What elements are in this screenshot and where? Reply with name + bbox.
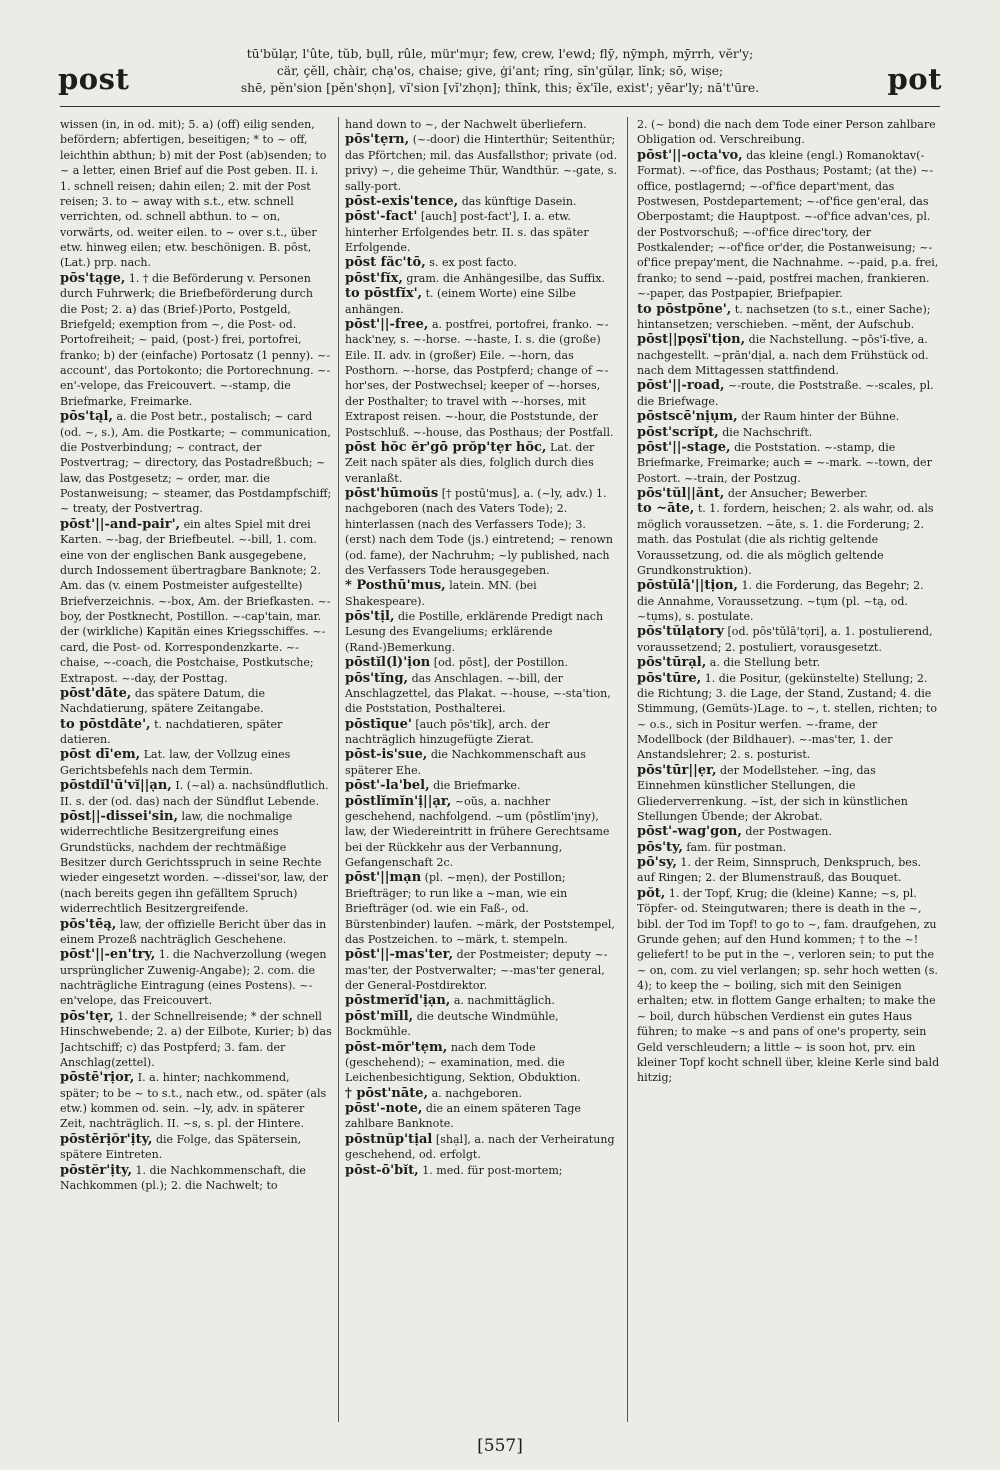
dictionary-entry: [60, 809, 332, 917]
entry-headword: pōstĕr'ịty,: [60, 1162, 132, 1178]
entry-headword: pōs'tąge,: [60, 270, 126, 286]
dictionary-entry: [345, 1040, 617, 1086]
entry-definition: s. ex post facto.: [429, 256, 517, 270]
entry-definition: I. a. hinter; nachkommend, später; to be ~ to s.t., nach etw., od. später (als etw.) kommen od. sein. ~ly, adv. in späterer Zeit, nachträglich. II. ~s, s. pl. der Hintere.: [60, 1071, 327, 1131]
dictionary-entry: [345, 1132, 617, 1163]
entry-definition: ~-route, die Poststraße. ~-scales, pl. die Briefwage.: [637, 379, 934, 408]
entry-definition: Lat. law, der Vollzug eines Gerichtsbefehls nach dem Termin.: [60, 748, 291, 777]
column-3: [637, 117, 940, 1422]
entry-headword: to pōstpōne',: [637, 301, 732, 317]
dictionary-entry: [60, 409, 332, 517]
entry-headword: pōst'mĭll,: [345, 1008, 414, 1024]
entry-definition: [od. pōst], der Postillon.: [433, 656, 569, 670]
dictionary-entry: [345, 317, 617, 440]
entry-definition: t. nachsetzen (to s.t., einer Sache); hintansetzen; verschieben. ~mĕnt, der Aufschub.: [637, 302, 931, 331]
dictionary-entry: [637, 117, 940, 148]
dictionary-entry: [345, 1101, 617, 1132]
dictionary-entry: [60, 1009, 332, 1071]
entry-definition: das künftige Dasein.: [461, 194, 577, 208]
entry-headword: to ~āte,: [637, 501, 695, 517]
dictionary-entry: [345, 794, 617, 871]
dictionary-entry: [345, 1009, 617, 1040]
entry-definition: die Poststation. ~-stamp, die Briefmarke, Freimarke; auch = ~-mark. ~-town, der Postort. ~-train, der Postzug.: [637, 440, 932, 485]
entry-headword: † pōst'nāte,: [345, 1085, 429, 1101]
entry-headword: pōs'tūrạl,: [637, 655, 707, 671]
entry-headword: pōst'-note,: [345, 1101, 423, 1116]
entry-definition: a. postfrei, portofrei, franko. ~-hack'ney, s. ~-horse. ~-haste, I. s. die (große) Eile. II. adv. in (großer) Eile. ~-horn, das Posthorn. ~-horse, das Postpferd; change of ~-hor'ses, der Postwechsel; keeper of ~-horses, der Posthalter; to travel with ~-horses, mit Extrapost reisen. ~-hour, die Poststunde, der Postschluß. ~-house, das Posthaus; der Postfall.: [345, 317, 614, 439]
entry-headword: pōstdĭl'ū'vĭ||ạn,: [60, 778, 172, 794]
entry-definition: ein altes Spiel mit drei Karten. ~-bag, der Briefbeutel. ~-bill, 1. com. eine von der englischen Bank ausgegebene, durch Indossement übertragbare Banknote; 2. Am. das (v. einem Postmeister aufgestellte) Briefverzeichnis. ~-box, Am. der Briefkasten. ~-boy, der Postknecht, Postillon. ~-cap'tain, mar. der (wirkliche) Kapitän eines Kriegsschiffes. ~-card, die Post- od. Korrespondenzkarte. ~-chaise, ~-coach, die Postchaise, Postkutsche; Extrapost. ~-day, der Posttag.: [60, 517, 331, 685]
entry-headword: * Posthū'mus,: [345, 578, 446, 594]
entry-headword: pōst'||-octa'vo,: [637, 147, 743, 163]
entry-definition: 1. die Nachkommenschaft, die Nachkommen (pl.); 2. die Nachwelt; to: [60, 1163, 306, 1192]
dictionary-entry: [345, 778, 617, 793]
column-1: [60, 117, 332, 1422]
entry-headword: pōst făc'tō,: [345, 255, 426, 271]
entry-headword: pōs'tŭl||ănt,: [637, 486, 725, 501]
dictionary-entry: [637, 886, 940, 1086]
entry-definition: I. (~al) a. nachsündflutlich. II. s. der (od. das) nach der Sündflut Lebende.: [60, 779, 329, 808]
entry-headword: pōs'tẹr,: [60, 1008, 114, 1024]
dictionary-entry: [637, 378, 940, 409]
entry-definition: 1. der Schnellreisende; * der schnell Hinschwebende; 2. a) der Eilbote, Kurier; b) das Jachtschiff; c) das Postpferd; 3. fam. der Anschlag(zettel).: [60, 1009, 332, 1069]
entry-headword: pōst'-wag'gon,: [637, 824, 742, 840]
entry-definition: [auch pōs'tĭk], arch. der nachträglich hinzugefügte Zierat.: [345, 717, 550, 746]
entry-definition: t. nachdatieren, später datieren.: [60, 717, 283, 746]
entry-headword: pōst||-dissei'sin,: [60, 808, 179, 824]
page-number: [557]: [477, 1436, 523, 1456]
entry-definition: [od. pōs'tŭlā'tọri], a. 1. postulierend, voraussetzend; 2. postuliert, vorausgesetzt.: [637, 625, 933, 654]
entry-headword: pōst'||-en'try,: [60, 947, 156, 963]
entry-headword: pōst hŏc ĕr'gō prŏp'tẹr hŏc,: [345, 439, 547, 455]
pronunciation-key-line: shē, pĕn'sion [pĕn'shọn], vĭ'sion [vĭ'zhọn]; thĭnk, this; ĕx'ĭle, exist'; yēar'ly; nā't'ūre.: [240, 81, 760, 95]
dictionary-entry: [345, 194, 617, 209]
entry-headword: pōst-exis'tence,: [345, 193, 459, 209]
entry-headword: pōst-is'sue,: [345, 747, 428, 763]
dictionary-entry: [60, 717, 332, 748]
dictionary-entry: [345, 717, 617, 748]
entry-definition: law, die nochmalige widerrechtliche Besitzergreifung eines Grundstücks, nachdem der rechtmäßige Besitzer durch Gerichtsspruch in seine Rechte wieder eingesetzt worden. ~-dissei'sor, law, der (nach bereits gegen ihn gefälltem Spruch) widerrechtlich Besitzergreifende.: [60, 809, 328, 916]
entry-headword: pōst'fĭx,: [345, 270, 403, 286]
entry-headword: pōst dī'em,: [60, 747, 141, 763]
entry-definition: 1. der Reim, Sinnspruch, Denkspruch, bes. auf Ringen; 2. der Blumenstrauß, das Bouquet.: [637, 856, 922, 885]
entry-headword: pōs'tēą,: [60, 916, 117, 932]
entry-definition: 1. die Positur, (gekünstelte) Stellung; 2. die Richtung; 3. die Lage, der Stand, Zustand; 4. die Stimmung, (Gemüts-)Lage. to ~, t. stellen, richten; to ~ o.s., sich in Positur werfen. ~-frame, der Modellbock (der Bildhauer). ~-mas'ter, 1. der Anstandslehrer; 2. s. posturist.: [637, 671, 938, 762]
entry-headword: pŏt,: [637, 885, 666, 901]
entry-headword: pōst'||-free,: [345, 316, 429, 332]
entry-definition: 1. der Topf, Krug; die (kleine) Kanne; ~s, pl. Töpfer- od. Steingutwaren; there is death in the ~, bibl. der Tod im Topf! to go to ~, fam. draufgehen, zu Grunde gehen; auf den Hund kommen; † to the ~! geliefert! to be put in the ~, verloren sein; to put the ~ on, com. zu viel verlangen; sp. sehr hoch wetten (s. 4); to keep the ~ boiling, sich mit den Seinigen erhalten; etw. in flottem Gange erhalten; to make the ~ boil, durch hübschen Verdienst ein gutes Haus führen; to make ~s and pans of one's property, sein Geld verschleudern; a little ~ is soon hot, prv. ein kleiner Topf kocht schnell über, kleine Kerle sind bald hitzig;: [637, 886, 940, 1085]
entry-headword: pōstīque': [345, 716, 412, 732]
pronunciation-key-line: cär, çĕll, chàir, chạ'os, chaise; give, ġi'ant; rĭng, sĭn'gŭlạr, lĭnk; sō, wiṣe;: [276, 64, 724, 78]
dictionary-entry: [345, 747, 617, 778]
dictionary-entry: [345, 117, 617, 132]
entry-definition: 2. (~ bond) die nach dem Tode einer Person zahlbare Obligation od. Verschreibung.: [637, 118, 936, 147]
dictionary-entry: [345, 671, 617, 717]
entry-definition: t. 1. fordern, heischen; 2. als wahr, od. als möglich voraussetzen. ~āte, s. 1. die Forderung; 2. math. das Postulat (die als richtig geltende Voraussetzung, od. die als möglich geltende Grundkonstruktion).: [637, 502, 934, 577]
entry-headword: pōstscē'nịụm,: [637, 409, 738, 425]
entry-definition: die Postille, erklärende Predigt nach Lesung des Evangeliums; erklärende (Rand-)Bemerkung.: [345, 610, 604, 654]
entry-definition: [† postū'mus], a. (~ly, adv.) 1. nachgeboren (nach des Vaters Tode); 2. hinterlassen (nach des Verfassers Tode); 3. (erst) nach dem Tode (js.) eintretend; ~ renown (od. fame), der Nachruhm; ~ly published, nach des Verfassers Tode herausgegeben.: [345, 487, 613, 577]
entry-definition: die an einem späteren Tage zahlbare Banknote.: [345, 1102, 581, 1131]
dictionary-entry: [345, 993, 617, 1008]
entry-definition: ~oŭs, a. nachher geschehend, nachfolgend. ~um (pōstlĭm'ịny), law, der Wiedereintritt in frühere Gerechtsame bei der Rückkehr aus der Verbannung, Gefangenschaft 2c.: [345, 794, 610, 869]
entry-definition: der Postmeister; deputy ~-mas'ter, der Postverwalter; ~-mas'ter general, der General-Postdirektor.: [345, 948, 608, 992]
entry-headword: pōs'tŭlạtory: [637, 624, 724, 640]
entry-headword: pōstmerĭd'ịạn,: [345, 993, 451, 1009]
dictionary-entry: [60, 271, 332, 409]
dictionary-entry: [345, 870, 617, 947]
entry-definition: das spätere Datum, die Nachdatierung, spätere Zeitangabe.: [60, 686, 266, 716]
entry-headword: pōs'ty,: [637, 839, 683, 855]
column-divider: [338, 117, 339, 1422]
entry-definition: a. nachgeboren.: [431, 1086, 522, 1100]
dictionary-entry: [345, 286, 617, 317]
entry-definition: der Modellsteher. ~ĭng, das Einnehmen künstlicher Stellungen, die Gliederverrenkung. ~ĭst, der sich in künstlichen Stellungen Übende; der Akrobat.: [637, 763, 908, 823]
dictionary-entry: [637, 840, 940, 855]
entry-definition: hand down to ~, der Nachwelt überliefern.: [345, 118, 587, 131]
dictionary-entry: [345, 209, 617, 255]
dictionary-entry: [60, 517, 332, 686]
entry-definition: law, der offizielle Bericht über das in einem Prozeß nachträglich Geschehene.: [60, 917, 327, 946]
entry-headword: pōst'||-stage,: [637, 439, 731, 455]
entry-headword: pōst'-la'bel,: [345, 778, 430, 794]
dictionary-entry: [637, 624, 940, 655]
dictionary-entry: [637, 855, 940, 886]
entry-headword: pōstnŭp'tịal: [345, 1131, 433, 1147]
dictionary-entry: [60, 747, 332, 778]
dictionary-entry: [637, 578, 940, 624]
dictionary-entry: [345, 440, 617, 486]
entry-headword: pōst-ō'bĭt,: [345, 1162, 419, 1178]
dictionary-entry: [60, 1163, 332, 1194]
entry-definition: (pl. ~mẹn), der Postillon; Briefträger; to run like a ~man, wie ein Briefträger (od. wie ein Faß-, od. Bürstenbinder) laufen. ~märk, der Poststempel, das Postzeichen. to ~märk, t. stempeln.: [345, 871, 615, 946]
entry-headword: pōst||pọsĭ'tịon,: [637, 332, 746, 348]
entry-definition: 1. † die Beförderung v. Personen durch Fuhrwerk; die Briefbeförderung durch die Post; 2. a) das (Brief-)Porto, Postgeld, Briefgeld; exemption from ~, die Post- od. Portofreiheit; ~ paid, (post-) frei, portofrei, franko; b) der (einfache) Portosatz (1 penny). ~-account', das Portokonto; die Portorechnung. ~-en'-velope, das Freicouvert. ~-stamp, die Briefmarke, Freimarke.: [60, 271, 331, 408]
entry-definition: wissen (in, in od. mit); 5. a) (off) eilig senden, befördern; abfertigen, beseitigen; * to ~ off, leichthin abthun; b) mit der Post (ab)senden; to ~ a letter, einen Brief auf die Post geben. II. i. 1. schnell reisen; dahin eilen; 2. mit der Post reisen; 3. to ~ away with s.t., etw. schnell verrichten, od. schnell abthun. to ~ on, vorwärts, od. weiter eilen. to ~ over s.t., über etw. hinweg eilen; etw. beschönigen. B. pōst, (Lat.) prp. nach.: [60, 118, 327, 270]
dictionary-entry: [345, 655, 617, 670]
entry-headword: pōst-mŏr'tẹm,: [345, 1039, 448, 1055]
dictionary-entry: [637, 655, 940, 670]
entry-headword: pōst'||-and-pair',: [60, 516, 181, 532]
entry-headword: pō'sy,: [637, 855, 677, 870]
dictionary-entry: [345, 1163, 617, 1178]
dictionary-entry: [637, 501, 940, 578]
entry-definition: der Raum hinter der Bühne.: [741, 410, 900, 424]
dictionary-entry: [345, 947, 617, 993]
entry-headword: pōs'tūr||ẹr,: [637, 762, 717, 778]
dictionary-entry: [345, 578, 617, 609]
dictionary-entry: [637, 671, 940, 763]
entry-headword: pōstērịŏr'ịty,: [60, 1131, 153, 1147]
entry-definition: latein. MN. (bei Shakespeare).: [345, 579, 537, 608]
left-guide-word: post: [58, 62, 130, 96]
dictionary-entry: [637, 302, 940, 333]
entry-headword: pōstlĭmĭn'ị||ạr,: [345, 793, 452, 809]
entry-definition: nach dem Tode (geschehend); ~ examination, med. die Leichenbesichtigung, Sektion, Obduktion.: [345, 1040, 581, 1085]
pronunciation-key-line: tū'bŭlạr, l'ûte, tŭb, bụll, rûle, mür'mụr; few, crew, l'ewd; flȳ, nȳmph, mȳrrh, vĕr'y;: [246, 47, 754, 61]
dictionary-entry: [637, 409, 940, 424]
entry-headword: pōs'tūre,: [637, 670, 702, 686]
entry-headword: pōst'scrĭpt,: [637, 424, 719, 440]
entry-definition: die Nachstellung. ~pŏs'ĭ-tīve, a. nachgestellt. ~prăn'dịal, a. nach dem Frühstück od. nach dem Mittagessen stattfindend.: [637, 333, 929, 377]
dictionary-entry: [637, 763, 940, 825]
entry-headword: pōst'||-mas'ter,: [345, 947, 454, 963]
entry-definition: 1. die Nachverzollung (wegen ursprünglicher Zuwenig-Angabe); 2. com. die nachträgliche Eintragung (eines Postens). ~-en'velope, das Freicouvert.: [60, 948, 327, 1008]
entry-headword: pōs'tịl,: [345, 609, 395, 624]
pronunciation-key: [200, 46, 800, 97]
entry-definition: a. nachmittäglich.: [453, 994, 555, 1008]
entry-headword: pōs'tĭng,: [345, 670, 409, 686]
entry-definition: (~-door) die Hinterthür; Seitenthür; das Pförtchen; mil. das Ausfallsthor; private (od. privy) ~, die geheime Thür, Wandthür. ~-gate, s. sally-port.: [345, 133, 617, 193]
dictionary-entry: [345, 1086, 617, 1101]
entry-headword: pōst'||-road,: [637, 378, 725, 394]
right-guide-word: pot: [887, 62, 942, 96]
header-rule: [60, 106, 940, 107]
dictionary-entry: [60, 778, 332, 809]
entry-headword: pōstŭlā'||tịon,: [637, 578, 738, 594]
dictionary-entry: [637, 332, 940, 378]
dictionary-entry: [60, 917, 332, 948]
entry-headword: pōst'-fact': [345, 209, 418, 225]
entry-headword: to pōstdāte',: [60, 716, 151, 732]
entry-definition: Lat. der Zeit nach später als dies, folglich durch dies veranlaßt.: [345, 440, 595, 485]
entry-definition: t. (einem Worte) eine Silbe anhängen.: [345, 287, 576, 316]
entry-definition: die Nachschrift.: [722, 425, 813, 439]
dictionary-entry: [345, 486, 617, 578]
dictionary-entry: [60, 1132, 332, 1163]
entry-headword: pōst'hūmoŭs: [345, 486, 439, 501]
entry-definition: der Postwagen.: [745, 825, 832, 839]
dictionary-entry: [60, 686, 332, 717]
entry-definition: die Folge, das Spätersein, spätere Eintreten.: [60, 1132, 302, 1162]
dictionary-entry: [637, 440, 940, 486]
dictionary-entry: [60, 1070, 332, 1132]
dictionary-entry: [637, 824, 940, 839]
column-divider: [627, 117, 628, 1422]
dictionary-entry: [637, 486, 940, 501]
dictionary-entry: [637, 425, 940, 440]
entry-definition: [auch] post-fact'], I. a. etw. hinterher Erfolgendes betr. II. s. das später Erfolgende.: [345, 210, 589, 254]
dictionary-entry: [345, 132, 617, 194]
entry-definition: 1. die Forderung, das Begehr; 2. die Annahme, Voraussetzung. ~tụm (pl. ~tạ, od. ~tụms), s. postulate.: [637, 579, 924, 623]
dictionary-entry: [637, 148, 940, 302]
entry-headword: pōst'dāte,: [60, 685, 132, 701]
entry-definition: [shạl], a. nach der Verheiratung geschehend, od. erfolgt.: [345, 1132, 615, 1162]
dictionary-entry: [345, 271, 617, 286]
entry-definition: a. die Post betr., postalisch; ~ card (od. ~, s.), Am. die Postkarte; ~ communication, die Postverbindung; ~ contract, der Postvertrag; ~ directory, das Postadreßbuch; ~ law, das Postgesetz; ~ order, mar. die Postanweisung; ~ steamer, das Postdampfschiff; ~ treaty, der Postvertrag.: [60, 410, 332, 516]
entry-definition: die deutsche Windmühle, Bockmühle.: [345, 1009, 559, 1039]
entry-headword: pōs'tąl,: [60, 409, 113, 425]
dictionary-entry: [60, 947, 332, 1009]
dictionary-entry: [345, 255, 617, 270]
entry-definition: der Ansucher; Bewerber.: [727, 487, 868, 500]
entry-headword: to pōstfĭx',: [345, 286, 423, 302]
entry-definition: die Briefmarke.: [433, 779, 521, 793]
entry-definition: das kleine (engl.) Romanoktav(-Format). ~-of'fice, das Posthaus; Postamt; (at the) ~-office, postlagernd; ~-of'fice depart'ment, das Postwesen, Postdepartement; ~-of'fice gen'eral, das Oberpostamt; die Hauptpost. ~-of'fice advan'ces, pl. der Postvorschuß; ~-of'fice direc'tory, der Postkalender; ~-of'fice or'der, die Postanweisung; ~-of'fice prepay'ment, die Nachnahme. ~-paid, p.a. frei, franko; to send ~-paid, postfrei machen, frankieren. ~-paper, das Postpapier, Briefpapier.: [637, 148, 939, 301]
entry-definition: die Nachkommenschaft aus späterer Ehe.: [345, 748, 586, 777]
column-2: [345, 117, 617, 1422]
entry-headword: pōstĭl(l)'ịon: [345, 655, 431, 671]
entry-definition: 1. med. für post-mortem;: [422, 1163, 563, 1177]
entry-definition: a. die Stellung betr.: [709, 656, 821, 670]
dictionary-entry: [60, 117, 332, 271]
entry-headword: pōst'||mạn: [345, 870, 422, 886]
entry-definition: fam. für postman.: [686, 840, 787, 854]
entry-headword: pōs'tẹrn,: [345, 132, 410, 148]
entry-definition: gram. die Anhängesilbe, das Suffix.: [406, 271, 606, 285]
entry-definition: das Anschlagen. ~-bill, der Anschlagzettel, das Plakat. ~-house, ~-sta'tion, die Poststation, Posthalterei.: [345, 671, 611, 716]
entry-headword: pōstē'rịor,: [60, 1070, 135, 1086]
dictionary-entry: [345, 609, 617, 655]
